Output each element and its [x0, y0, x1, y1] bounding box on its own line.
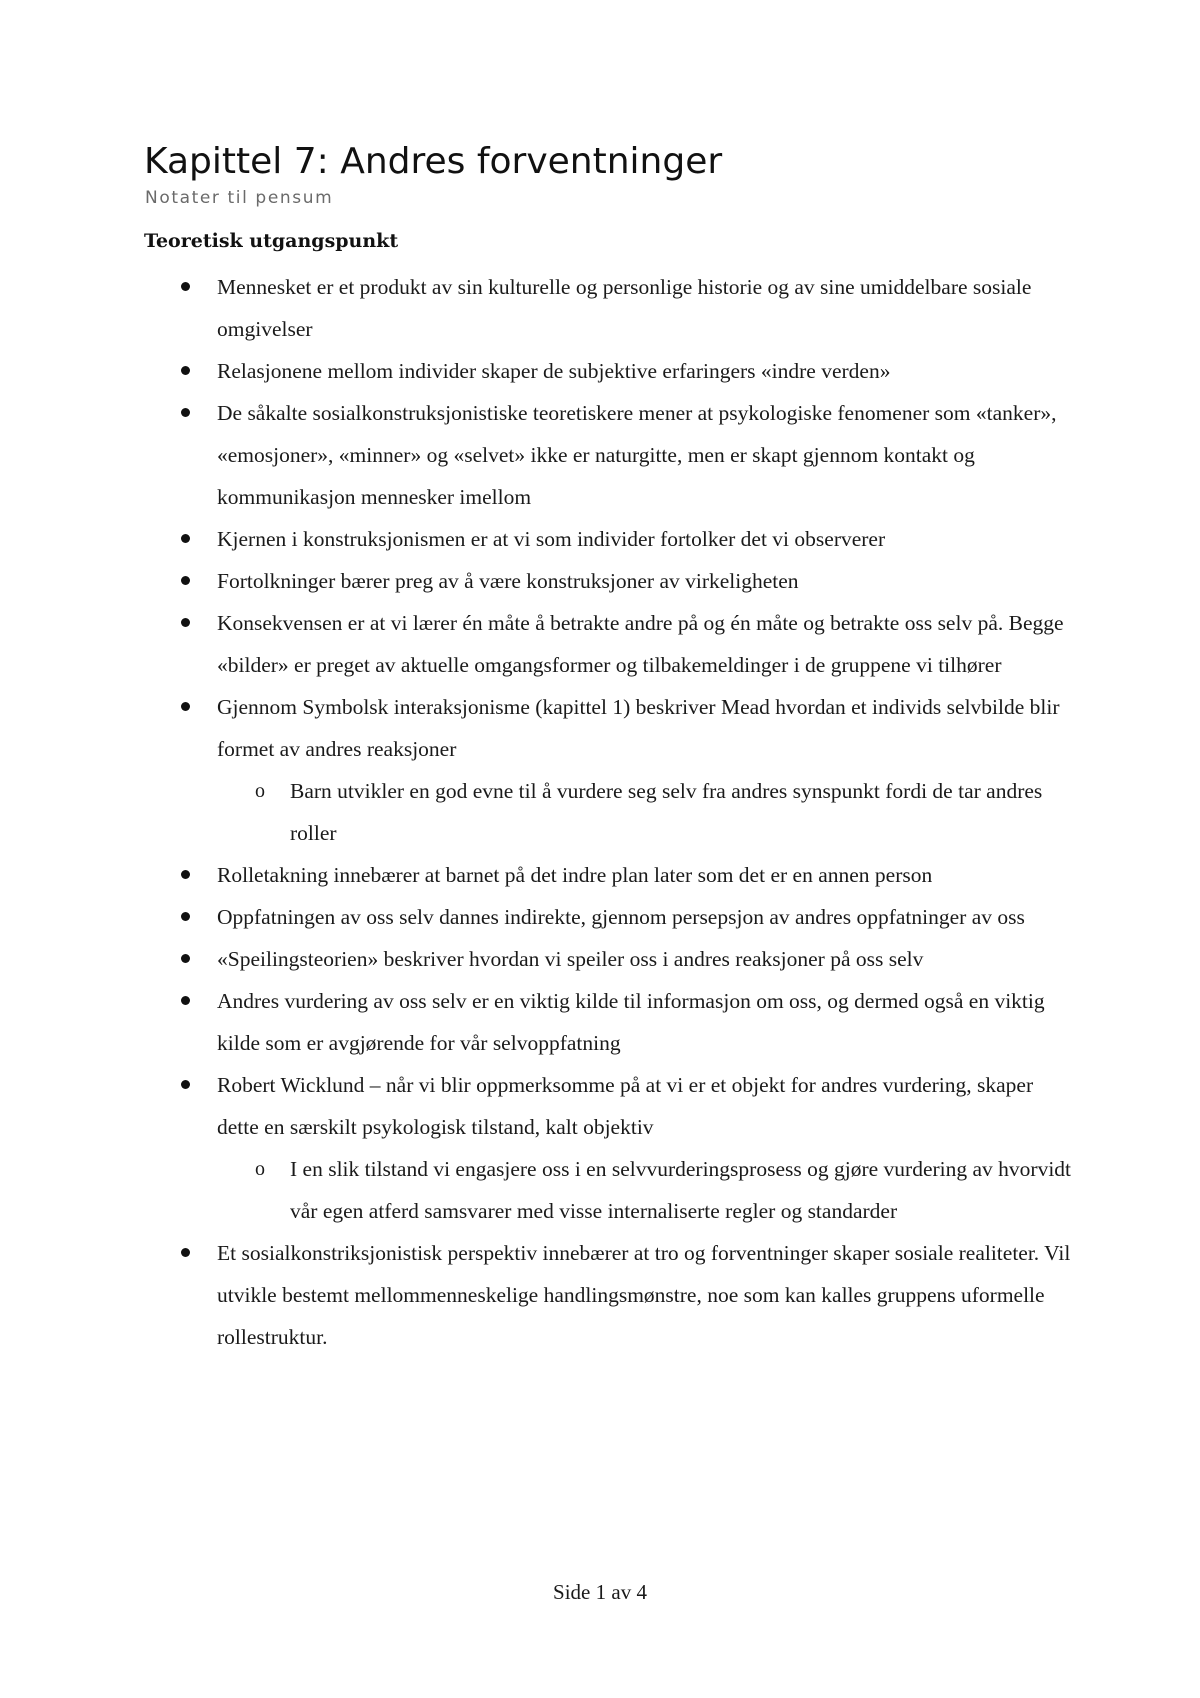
- list-item-text: Relasjonene mellom individer skaper de subjektive erfaringers «indre verden»: [217, 359, 891, 383]
- list-item-text: Oppfatningen av oss selv dannes indirekte, gjennom persepsjon av andres oppfatninger av oss: [217, 905, 1025, 929]
- section-heading: Teoretisk utgangspunkt: [144, 230, 399, 252]
- list-item: [144, 602, 1074, 686]
- list-item: [144, 350, 1074, 392]
- bullet-icon: [181, 366, 190, 375]
- list-item-text: Andres vurdering av oss selv er en viktig kilde til informasjon om oss, og dermed også en viktig kilde som er avgjørende for vår selvoppfatning: [217, 989, 1045, 1055]
- list-item: [144, 266, 1074, 350]
- list-item: [144, 392, 1074, 518]
- bullet-icon: [181, 1080, 190, 1089]
- sub-list-item-text: I en slik tilstand vi engasjere oss i en selvvurderingsprosess og gjøre vurdering av hvorvidt vår egen atferd samsvarer med visse internaliserte regler og standarder: [290, 1157, 1072, 1223]
- bullet-icon: [181, 912, 190, 921]
- sub-list-item-text: Barn utvikler en god evne til å vurdere seg selv fra andres synspunkt fordi de tar andres roller: [290, 779, 1043, 845]
- list-item: [144, 518, 1074, 560]
- list-item-text: «Speilingsteorien» beskriver hvordan vi speiler oss i andres reaksjoner på oss selv: [217, 947, 924, 971]
- list-item-text: Robert Wicklund – når vi blir oppmerksomme på at vi er et objekt for andres vurdering, skaper dette en særskilt psykologisk tilstand, kalt objektiv: [217, 1073, 1034, 1139]
- list-item-text: Fortolkninger bærer preg av å være konstruksjoner av virkeligheten: [217, 569, 799, 593]
- list-item-text: Mennesket er et produkt av sin kulturelle og personlige historie og av sine umiddelbare sosiale omgivelser: [217, 275, 1032, 341]
- list-item-text: Et sosialkonstriksjonistisk perspektiv innebærer at tro og forventninger skaper sosiale realiteter. Vil utvikle bestemt mellommenneskelige handlingsmønstre, noe som kan kalles gruppens uformelle rollestruktur.: [217, 1241, 1071, 1349]
- list-item: [144, 686, 1074, 770]
- sub-list-item: [144, 770, 1074, 854]
- page-number: Side 1 av 4: [553, 1580, 647, 1604]
- list-item: [144, 1232, 1074, 1358]
- list-item-text: Kjernen i konstruksjonismen er at vi som individer fortolker det vi observerer: [217, 527, 886, 551]
- list-item-text: Rolletakning innebærer at barnet på det indre plan later som det er en annen person: [217, 863, 933, 887]
- bullet-icon: [181, 534, 190, 543]
- bullet-icon: [181, 282, 190, 291]
- list-item: [144, 896, 1074, 938]
- document-title: Kapittel 7: Andres forventninger: [144, 141, 723, 182]
- list-item-text: Gjennom Symbolsk interaksjonisme (kapittel 1) beskriver Mead hvordan et individs selvbilde blir formet av andres reaksjoner: [217, 695, 1060, 761]
- list-item-text: Konsekvensen er at vi lærer én måte å betrakte andre på og én måte og betrakte oss selv på. Begge «bilder» er preget av aktuelle omgangsformer og tilbakemeldinger i de gruppene vi tilhører: [217, 611, 1064, 677]
- document-subtitle: Notater til pensum: [145, 188, 334, 208]
- bullet-list: [144, 266, 1074, 1358]
- bullet-icon: [181, 870, 190, 879]
- bullet-icon: [181, 576, 190, 585]
- list-item: [144, 938, 1074, 980]
- bullet-icon: [181, 408, 190, 417]
- bullet-icon: [181, 618, 190, 627]
- list-item: [144, 854, 1074, 896]
- list-item-text: De såkalte sosialkonstruksjonistiske teoretiskere mener at psykologiske fenomener som «tanker», «emosjoner», «minner» og «selvet» ikke er naturgitte, men er skapt gjennom kontakt og kommunikasjon mennesker imellom: [217, 401, 1057, 509]
- list-item: [144, 980, 1074, 1064]
- bullet-icon: [181, 702, 190, 711]
- bullet-icon: [181, 1248, 190, 1257]
- sub-bullet-icon: o: [255, 780, 265, 802]
- sub-list-item: [144, 1148, 1074, 1232]
- list-item: [144, 560, 1074, 602]
- bullet-icon: [181, 996, 190, 1005]
- list-item: [144, 1064, 1074, 1148]
- bullet-icon: [181, 954, 190, 963]
- sub-bullet-icon: o: [255, 1158, 265, 1180]
